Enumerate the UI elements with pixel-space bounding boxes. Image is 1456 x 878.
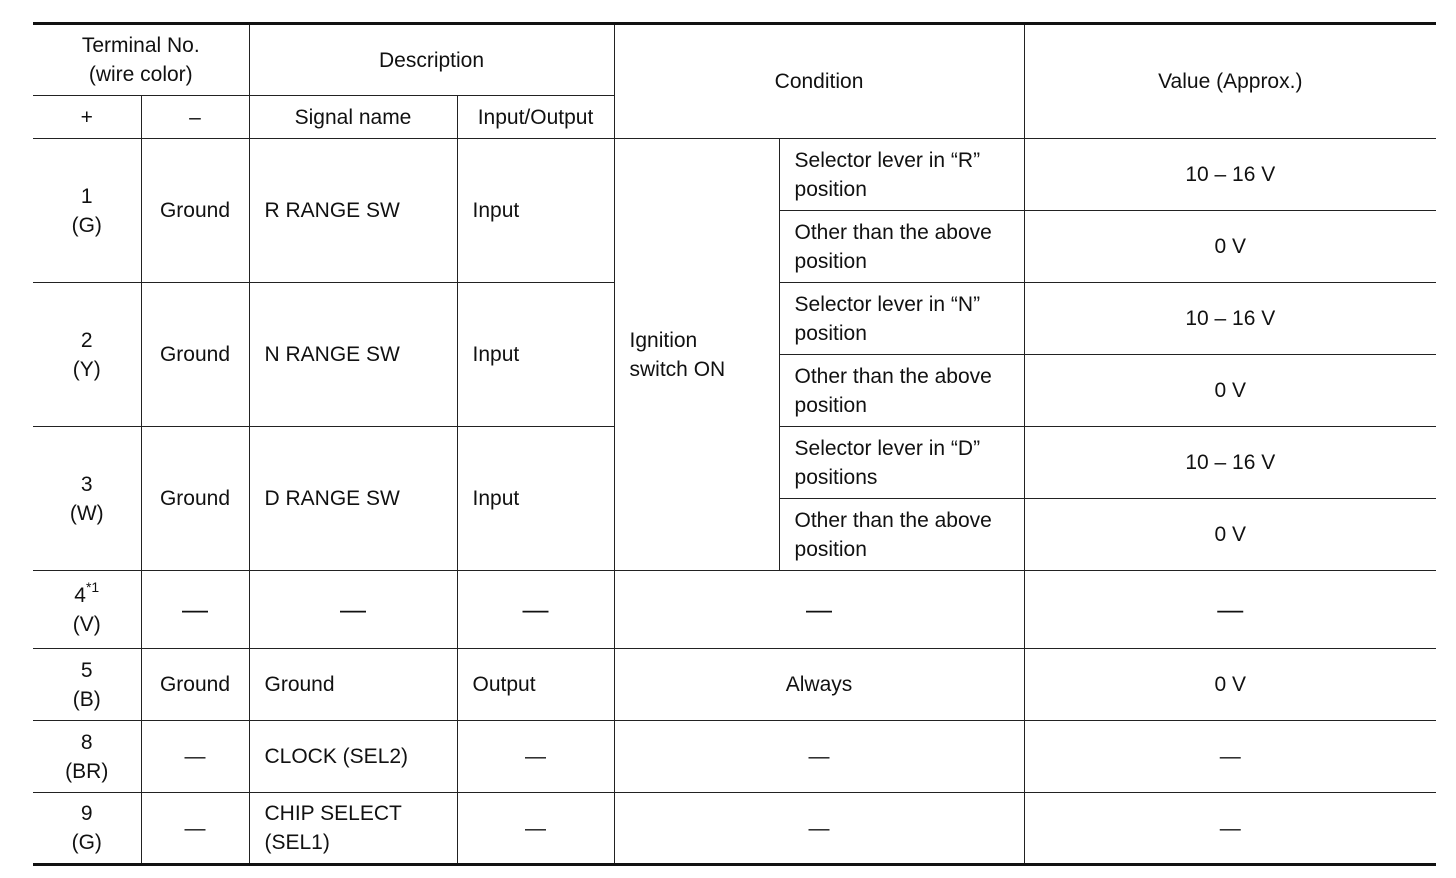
terminal-spec-table [33, 22, 1436, 866]
io-cell: — [457, 571, 614, 649]
condition-cell: Always [614, 649, 1024, 721]
table-row [33, 793, 1436, 865]
signal-cell: N RANGE SW [249, 283, 457, 427]
table-row [33, 139, 1436, 211]
terminal-cell [33, 427, 141, 571]
terminal-number: 9 [80, 802, 93, 825]
value-cell: 0 V [1024, 355, 1436, 427]
plus-header: + [33, 96, 141, 139]
terminal-cell [33, 721, 141, 793]
condition-cell [779, 427, 1024, 499]
value-cell: 0 V [1024, 499, 1436, 571]
signal-line: CHIP SELECT [264, 802, 402, 825]
terminal-number: 8 [80, 730, 93, 754]
value-cell: — [1024, 793, 1436, 865]
condition-cell [779, 283, 1024, 355]
table-row [33, 721, 1436, 793]
terminal-color: (G) [71, 213, 102, 237]
terminal-color: (V) [72, 612, 101, 636]
condition-line: position [794, 393, 867, 417]
table-row [33, 571, 1436, 649]
condition-cell: — [614, 793, 1024, 865]
condition-line: Selector lever in “D” [794, 436, 981, 460]
io-cell: Input [457, 283, 614, 427]
value-cell: 10 – 16 V [1024, 427, 1436, 499]
terminal-number: 3 [80, 472, 93, 496]
terminal-color: (BR) [65, 759, 109, 783]
io-cell: Output [457, 649, 614, 721]
header-row [33, 24, 1436, 96]
condition-line: Other than the above [794, 364, 992, 388]
condition-cell: — [614, 571, 1024, 649]
terminal-cell [33, 283, 141, 427]
wire-color-label: (wire color) [88, 63, 193, 86]
description-header: Description [249, 24, 614, 96]
terminal-color: (Y) [72, 357, 101, 381]
signal-cell [249, 793, 457, 865]
signal-cell: — [249, 571, 457, 649]
terminal-number-text: 4 [74, 583, 86, 607]
value-cell: 0 V [1024, 211, 1436, 283]
condition-line: position [794, 249, 867, 273]
terminal-cell [33, 649, 141, 721]
minus-cell: Ground [141, 649, 249, 721]
condition-cell: — [614, 721, 1024, 793]
condition-line: positions [794, 465, 878, 489]
signal-cell: D RANGE SW [249, 427, 457, 571]
terminal-number: 5 [80, 658, 93, 682]
footnote-marker: *1 [85, 578, 100, 595]
terminal-color: (G) [71, 831, 102, 854]
terminal-cell [33, 139, 141, 283]
condition-line: Selector lever in “R” [794, 148, 981, 172]
terminal-no-header [33, 24, 249, 96]
io-cell: — [457, 721, 614, 793]
ignition-cell [614, 139, 779, 571]
condition-line: Other than the above [794, 220, 992, 244]
value-cell: 10 – 16 V [1024, 283, 1436, 355]
minus-cell: — [141, 793, 249, 865]
condition-line: position [794, 321, 867, 345]
value-cell: 0 V [1024, 649, 1436, 721]
value-header: Value (Approx.) [1024, 24, 1436, 139]
condition-header: Condition [614, 24, 1024, 139]
value-cell: — [1024, 571, 1436, 649]
ignition-line1: Ignition [629, 328, 698, 352]
condition-line: Other than the above [794, 508, 992, 532]
terminal-no-label: Terminal No. [81, 34, 200, 57]
minus-cell: — [141, 721, 249, 793]
signal-name-header: Signal name [249, 96, 457, 139]
table-row [33, 649, 1436, 721]
signal-cell: Ground [249, 649, 457, 721]
minus-header: – [141, 96, 249, 139]
minus-cell: Ground [141, 283, 249, 427]
terminal-number: 2 [80, 328, 93, 352]
value-cell: — [1024, 721, 1436, 793]
condition-cell [779, 355, 1024, 427]
terminal-cell [33, 571, 141, 649]
condition-cell [779, 139, 1024, 211]
terminal-number: 1 [80, 184, 93, 208]
condition-line: position [794, 177, 867, 201]
value-cell: 10 – 16 V [1024, 139, 1436, 211]
input-output-header: Input/Output [457, 96, 614, 139]
terminal-cell [33, 793, 141, 865]
io-cell: — [457, 793, 614, 865]
minus-cell: — [141, 571, 249, 649]
condition-line: position [794, 537, 867, 561]
condition-line: Selector lever in “N” [794, 292, 981, 316]
minus-cell: Ground [141, 427, 249, 571]
terminal-color: (W) [69, 501, 104, 525]
condition-cell [779, 499, 1024, 571]
terminal-color: (B) [72, 687, 101, 711]
condition-cell [779, 211, 1024, 283]
signal-line: (SEL1) [264, 831, 330, 854]
signal-cell: R RANGE SW [249, 139, 457, 283]
signal-cell: CLOCK (SEL2) [249, 721, 457, 793]
io-cell: Input [457, 139, 614, 283]
io-cell: Input [457, 427, 614, 571]
minus-cell: Ground [141, 139, 249, 283]
terminal-number [48, 578, 126, 610]
ignition-line2: switch ON [629, 357, 726, 381]
